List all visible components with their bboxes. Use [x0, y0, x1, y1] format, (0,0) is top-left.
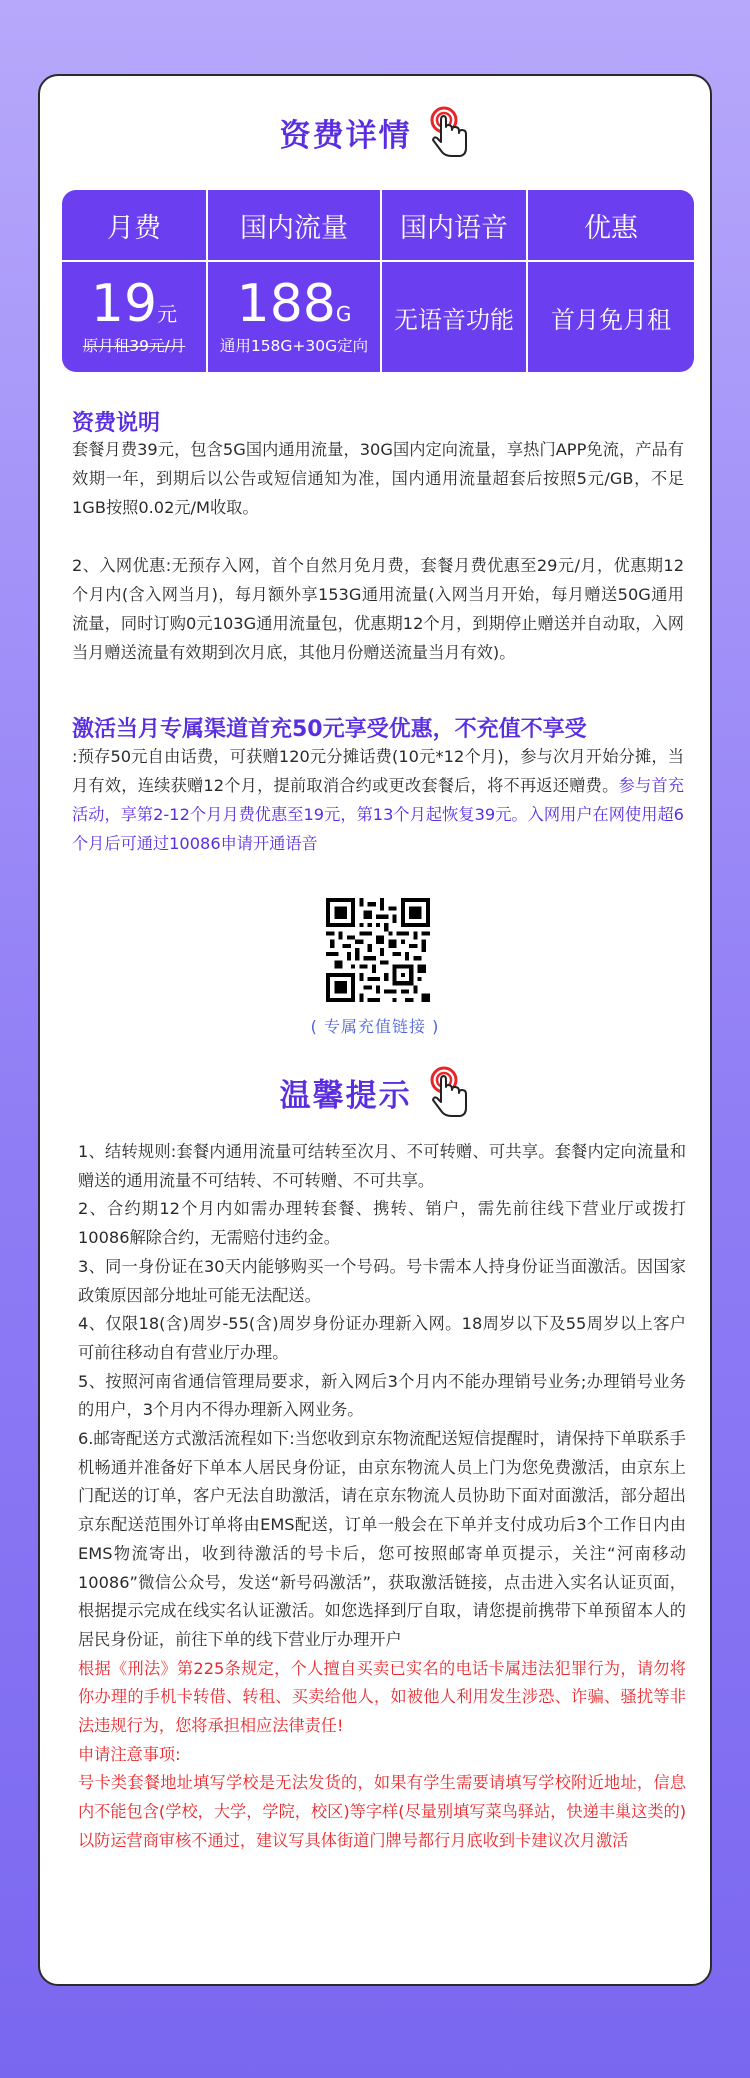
recharge-promo: 参与首充活动，享第2-12个月月费优惠至19元，第13个月起恢复39元。入网用户在网使用超6个月后可通过10086申请开通语音 [72, 776, 685, 853]
fee-desc-p1: 套餐月费39元，包含5G国内通用流量，30G国内定向流量，享热门APP免流，产品有效期一年，到期后以公告或短信通知为准，国内通用流量超套后按照5元/GB，不足1GB按照0.02元/M收取。 [72, 440, 684, 517]
content-card [38, 74, 712, 1986]
header-domestic-data: 国内流量 [208, 190, 382, 262]
tips-heading [40, 1066, 710, 1118]
tip-item: 6.邮寄配送方式激活流程如下:当您收到京东物流配送短信提醒时，请保持下单联系手机畅通并准备好下单本人居民身份证，由京东物流人员上门为您免费激活，由京东上门配送的订单，客户无法自助激活，请在京东物流人员协助下面对面激活，部分超出京东配送范围外订单将由EMS配送，订单一般会在下单并支付成功后3个工作日内由EMS物流寄出，收到待激活的号卡后，您可按照邮寄单页提示，关注“河南移动10086”微信公众号，发送“新号码激活”，获取激活链接，点击进入实名认证页面，根据提示完成在线实名认证激活。如您选择到厅自取，请您提前携带下单预留本人的居民身份证，前往下单的线下营业厅办理开户 [78, 1429, 686, 1649]
legal-warning: 根据《刑法》第225条规定，个人擅自买卖已实名的电话卡属违法犯罪行为，请勿将你办理的手机卡转借、转租、买卖给他人，如被他人利用发生涉恐、诈骗、骚扰等非法违规行为，您将承担相应法律责任! [78, 1658, 686, 1736]
fee-details-heading [40, 106, 710, 158]
monthly-fee-value: 19 [90, 274, 158, 334]
header-offer: 优惠 [528, 190, 694, 262]
recharge-body: :预存50元自由话费，可获赠120元分摊话费(10元*12个月)，参与次月开始分摊，当月有效，连续获赠12个月，提前取消合约或更改套餐后，将不再返还赠费。 [72, 747, 684, 795]
data-value: 188 [236, 274, 336, 334]
fee-desc-p2: 2、入网优惠:无预存入网，首个自然月免月费，套餐月费优惠至29元/月，优惠期12个月内(含入网当月)，每月额外享153G通用流量(入网当月开始，每月赠送50G通用流量，同时订购0元103G通用流量包，优惠期12个月，到期停止赠送并自动取，入网当月赠送流量有效期到次月底，其他月份赠送流量当月有效)。 [72, 556, 684, 662]
tip-item: 4、仅限18(含)周岁-55(含)周岁身份证办理新入网。18周岁以下及55周岁以上客户可前往移动自有营业厅办理。 [78, 1314, 686, 1362]
recharge-title: 激活当月专属渠道首充50元享受优惠，不充值不享受 [72, 717, 587, 742]
original-fee-note: 原月租39元/月 [82, 337, 186, 355]
data-unit: G [335, 302, 352, 326]
pointing-hand-icon [430, 106, 470, 158]
voice-cell [382, 262, 528, 372]
voice-value: 无语音功能 [394, 305, 514, 334]
fee-desc-title: 资费说明 [72, 411, 161, 436]
offer-cell [528, 262, 694, 372]
notice-title: 申请注意事项: [78, 1744, 181, 1764]
header-monthly-fee: 月费 [62, 190, 208, 262]
tips-title: 温馨提示 [279, 1077, 412, 1114]
tip-item: 2、合约期12个月内如需办理转套餐、携转、销户，需先前往线下营业厅或拨打10086解除合约，无需赔付违约金。 [78, 1199, 686, 1248]
data-cell [208, 262, 382, 372]
data-note: 通用158G+30G定向 [219, 337, 369, 355]
tip-item: 5、按照河南省通信管理局要求，新入网后3个月内不能办理销号业务;办理销号业务的用户，3个月内不得办理新入网业务。 [78, 1371, 686, 1420]
recharge-text [72, 742, 684, 858]
monthly-fee-cell [62, 262, 208, 372]
tip-item: 3、同一身份证在30天内能够购买一个号码。号卡需本人持身份证当面激活。因国家政策原因部分地址可能无法配送。 [78, 1256, 686, 1305]
header-domestic-voice: 国内语音 [382, 190, 528, 262]
notice-text: 号卡类套餐地址填写学校是无法发货的，如果有学生需要请填写学校附近地址，信息内不能包含(学校，大学，学院，校区)等字样(尽量别填写菜鸟驿站，快递丰巢这类的)以防运营商审核不通过，建议写具体街道门牌号都行月底收到卡建议次月激活 [78, 1773, 687, 1850]
fee-table [62, 190, 694, 372]
offer-value: 首月免月租 [551, 305, 671, 334]
recharge-link-caption[interactable]: ( 专属充值链接 ) [310, 1017, 440, 1036]
tips-list [78, 1138, 686, 1856]
qr-code[interactable] [326, 898, 430, 1002]
pointing-hand-icon [430, 1066, 470, 1118]
fee-details-title: 资费详情 [279, 117, 412, 154]
monthly-fee-unit: 元 [157, 302, 178, 326]
tip-item: 1、结转规则:套餐内通用流量可结转至次月、不可转赠、可共享。套餐内定向流量和赠送的通用流量不可结转、不可转赠、不可共享。 [78, 1142, 686, 1190]
